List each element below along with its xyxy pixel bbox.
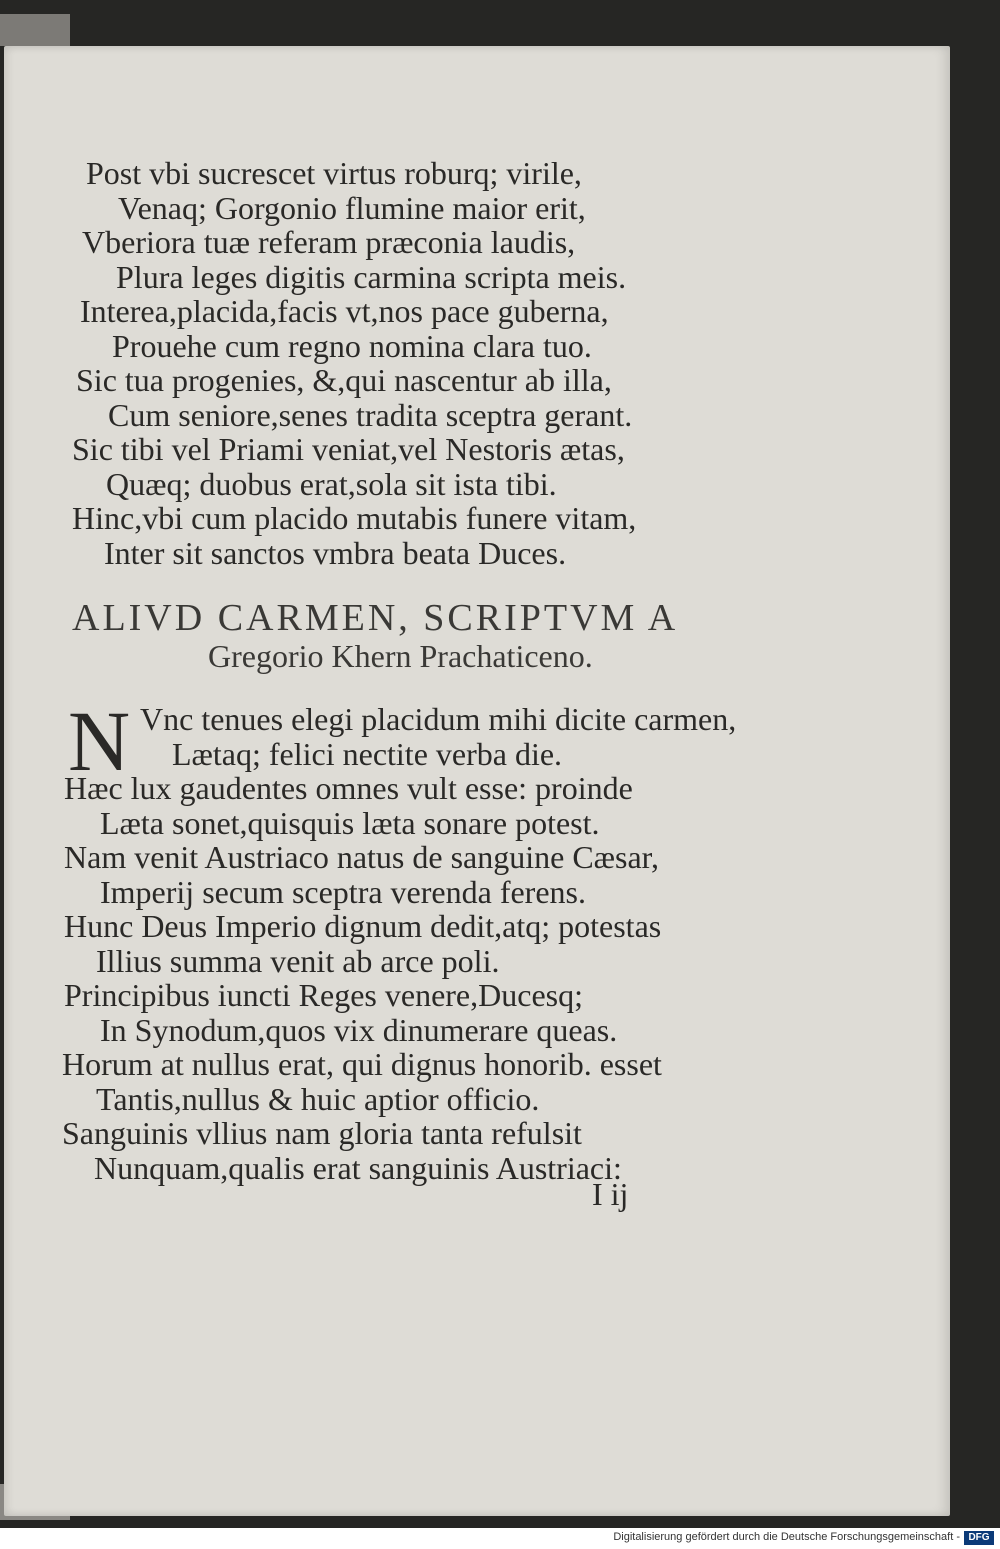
verse-line: Vberiora tuæ referam præconia laudis, <box>82 224 576 260</box>
verse-line: Quæq; duobus erat,sola sit ista tibi. <box>106 465 557 502</box>
verse-line: Illius summa venit ab arce poli. <box>96 942 500 979</box>
verse-line: Inter sit sanctos vmbra beata Duces. <box>104 534 567 571</box>
verse-stanza-2 <box>60 702 736 1185</box>
verse-line: Sic tibi vel Priami veniat,vel Nestoris ætas, <box>72 431 625 467</box>
footer-bar <box>0 1528 1000 1549</box>
verse-line: Principibus iuncti Reges venere,Ducesq; <box>64 977 583 1013</box>
verse-line: Sanguinis vllius nam gloria tanta refulsit <box>62 1115 582 1151</box>
verse-line: Vnc tenues elegi placidum mihi dicite carmen, <box>140 701 737 737</box>
verse-line: Horum at nullus erat, qui dignus honorib. esset <box>62 1046 662 1082</box>
verse-line: Cum seniore,senes tradita sceptra gerant. <box>108 396 633 433</box>
verse-line: Venaq; Gorgonio flumine maior erit, <box>118 189 586 226</box>
verse-line: Prouehe cum regno nomina clara tuo. <box>112 327 592 364</box>
verse-line: Hinc,vbi cum placido mutabis funere vitam, <box>72 500 637 536</box>
poem-heading: ALIVD CARMEN, SCRIPTVM A <box>72 597 679 639</box>
footer-credit: Digitalisierung gefördert durch die Deutsche Forschungsgemeinschaft - <box>613 1531 960 1543</box>
verse-line: Nam venit Austriaco natus de sanguine Cæsar, <box>64 839 660 875</box>
verse-line: Hunc Deus Imperio dignum dedit,atq; potestas <box>64 908 662 944</box>
verse-line: Tantis,nullus & huic aptior officio. <box>96 1080 540 1117</box>
verse-line: Lætaq; felici nectite verba die. <box>172 735 563 772</box>
dfg-logo: DFG <box>964 1531 994 1545</box>
verse-line: Læta sonet,quisquis læta sonare potest. <box>100 804 600 841</box>
verse-line: In Synodum,quos vix dinumerare queas. <box>100 1011 618 1048</box>
signature-mark: I ij <box>592 1176 629 1212</box>
verse-line: Sic tua progenies, &,qui nascentur ab illa, <box>76 362 612 398</box>
verse-line: Post vbi sucrescet virtus roburq; virile, <box>86 155 582 191</box>
scan-edge-top <box>0 14 70 46</box>
poem-author: Gregorio Khern Prachaticeno. <box>208 638 593 674</box>
verse-line: Imperij secum sceptra verenda ferens. <box>100 873 586 910</box>
verse-line: Hæc lux gaudentes omnes vult esse: proinde <box>64 770 633 806</box>
verse-stanza-1 <box>72 155 637 571</box>
drop-cap: N <box>68 693 131 789</box>
verse-line: Interea,placida,facis vt,nos pace guberna, <box>80 293 609 329</box>
verse-line: Nunquam,qualis erat sanguinis Austriaci: <box>94 1149 622 1186</box>
verse-line: Plura leges digitis carmina scripta meis. <box>116 258 627 295</box>
